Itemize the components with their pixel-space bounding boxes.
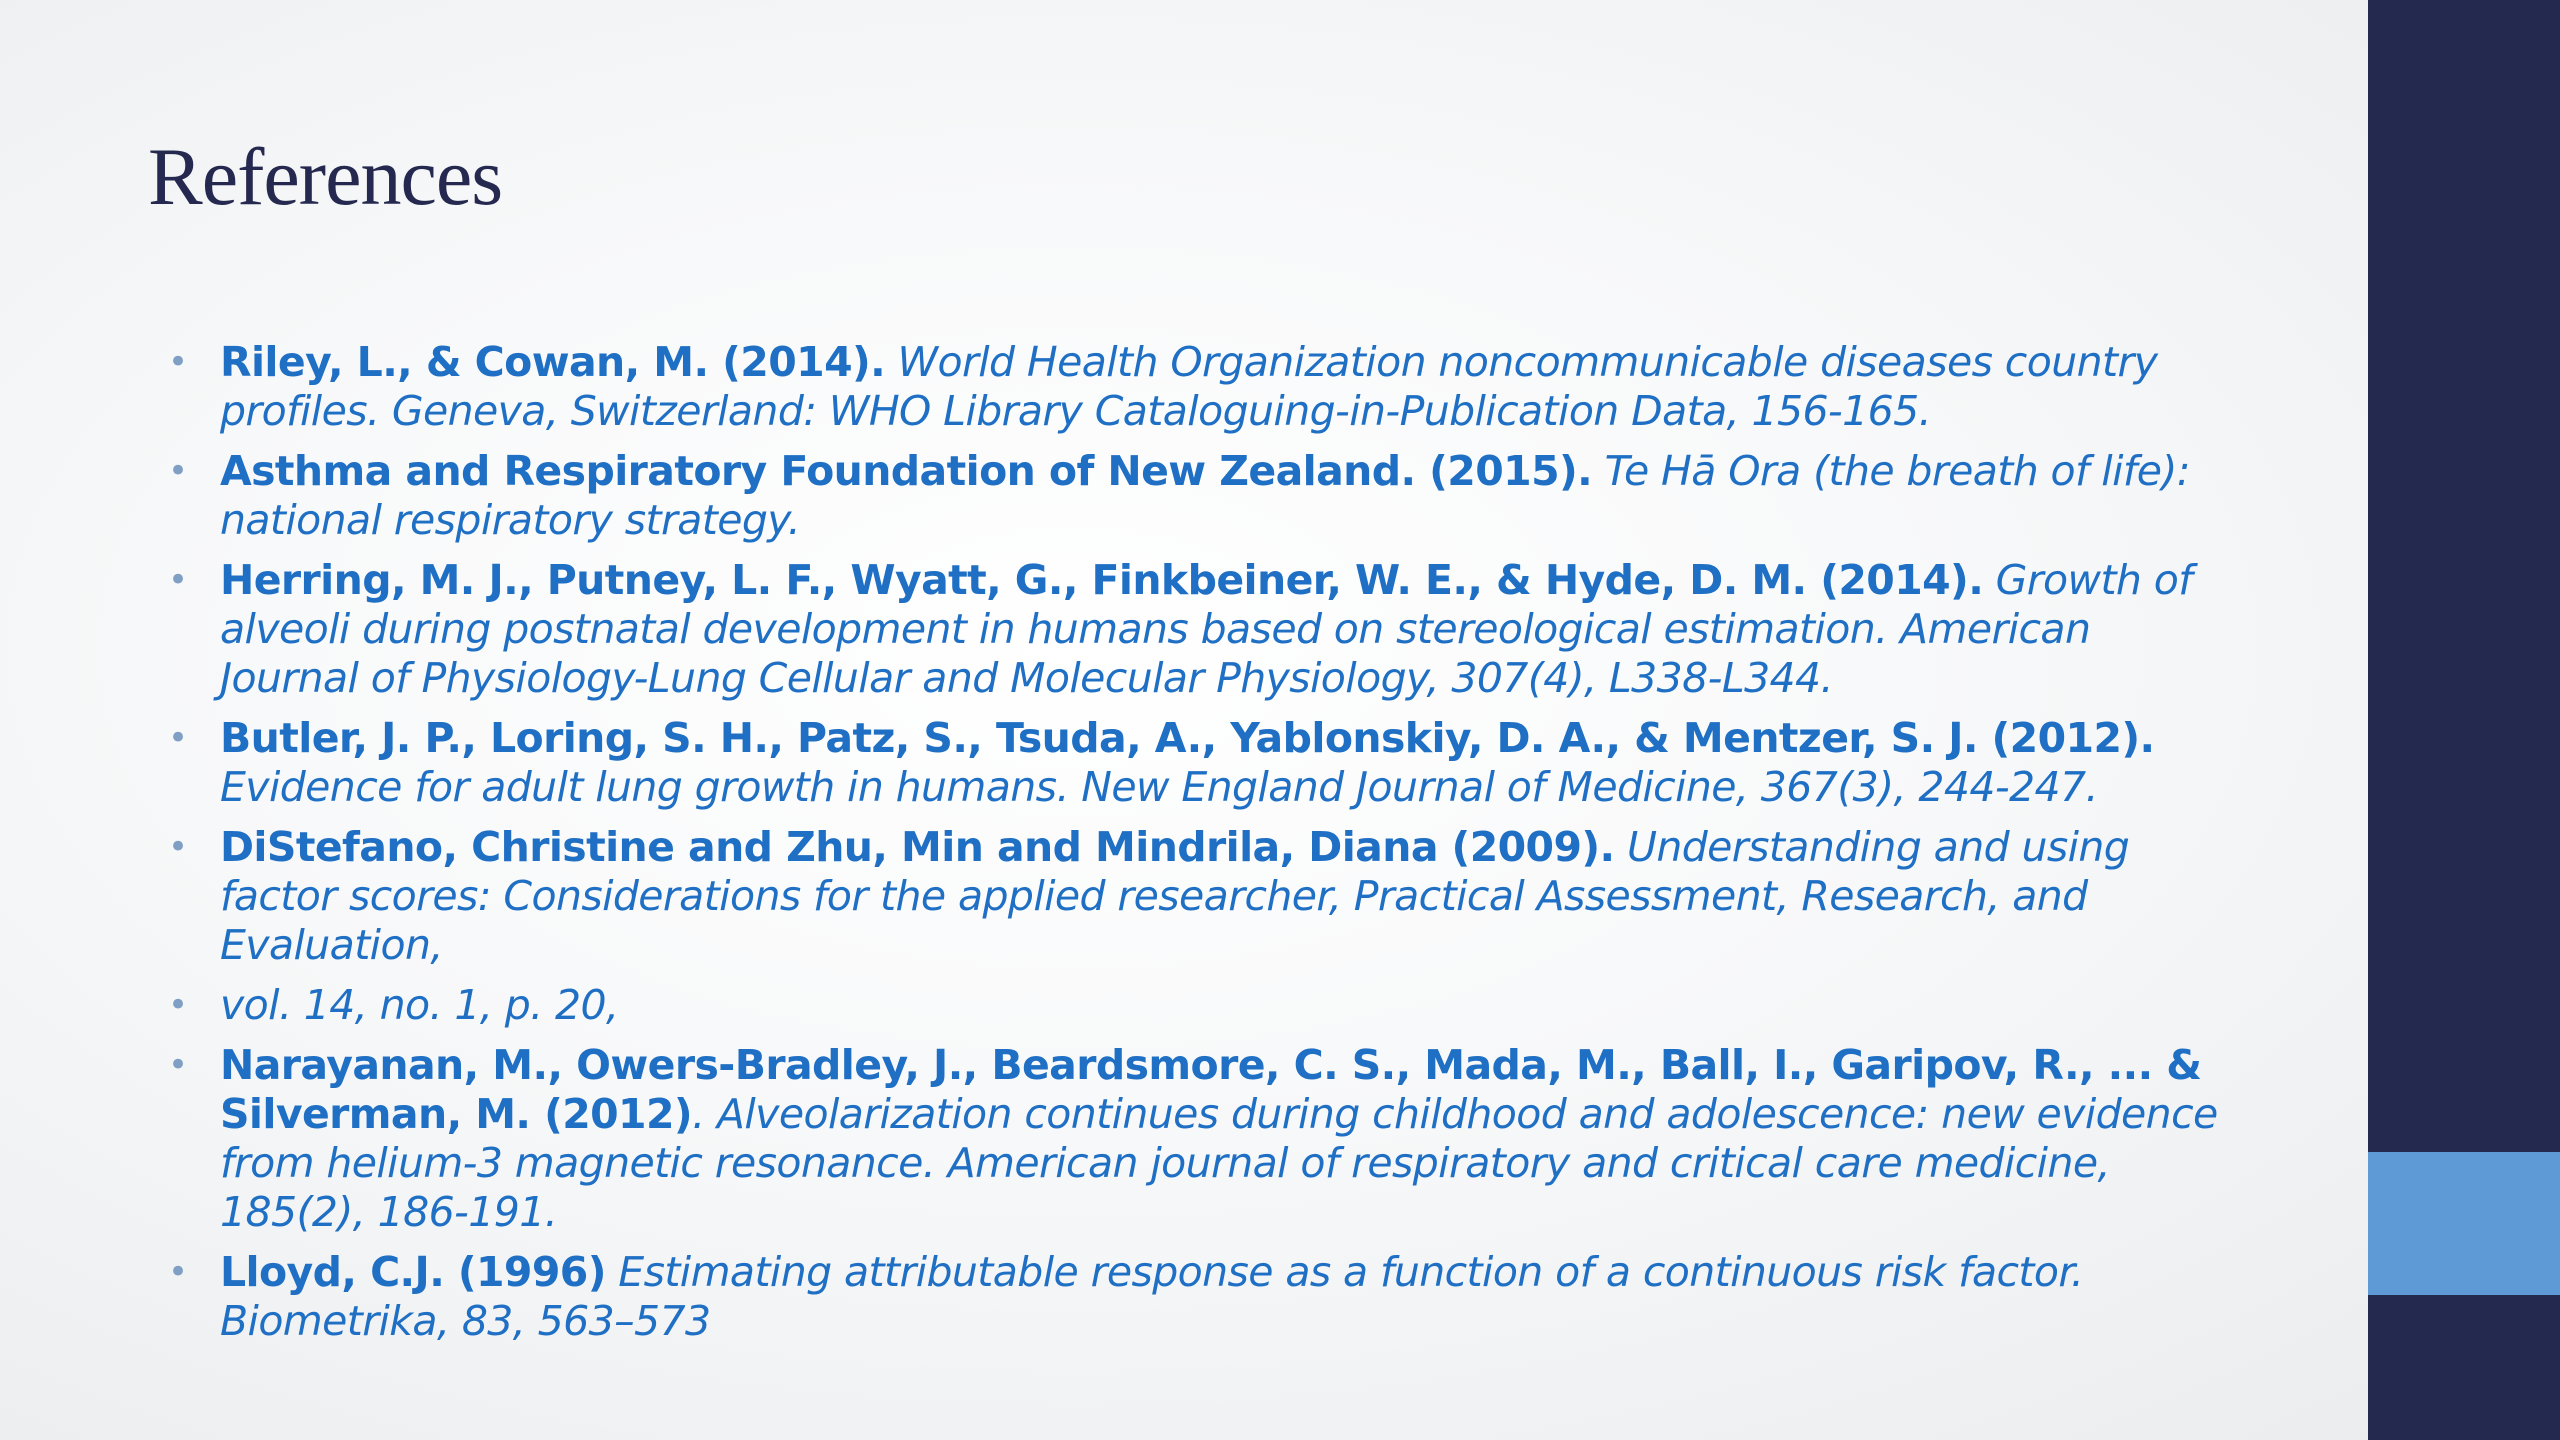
reference-item <box>168 1248 2228 1346</box>
reference-item <box>168 714 2228 812</box>
reference-item <box>168 556 2228 703</box>
reference-item <box>168 981 2228 1030</box>
reference-authors: Butler, J. P., Loring, S. H., Patz, S., Tsuda, A., Yablonskiy, D. A., & Mentzer, S. J. (2012). <box>220 714 2155 762</box>
bullet-icon: • <box>168 1045 188 1085</box>
reference-work: Evidence for adult lung growth in humans. New England Journal of Medicine, 367(3), 244-247. <box>220 763 2098 811</box>
reference-authors: Herring, M. J., Putney, L. F., Wyatt, G., Finkbeiner, W. E., & Hyde, D. M. (2014). <box>220 556 1984 604</box>
reference-item <box>168 823 2228 970</box>
decorative-sidebar <box>2368 0 2560 1440</box>
reference-authors: Asthma and Respiratory Foundation of New Zealand. (2015). <box>220 447 1593 495</box>
reference-authors: DiStefano, Christine and Zhu, Min and Mindrila, Diana (2009). <box>220 823 1615 871</box>
bullet-icon: • <box>168 560 188 600</box>
reference-work: Growth of alveoli during postnatal development in humans based on stereological estimation. American Journal of Physiology-Lung Cellular and Molecular Physiology, 307(4), L338-L344. <box>220 556 2193 702</box>
reference-work: Te Hā Ora (the breath of life): national respiratory strategy. <box>220 447 2190 544</box>
slide-title: References <box>148 131 503 222</box>
sidebar-accent-block <box>2368 1152 2560 1295</box>
bullet-icon: • <box>168 827 188 867</box>
reference-work: . Alveolarization continues during childhood and adolescence: new evidence from helium-3 magnetic resonance. American journal of respiratory and critical care medicine, 185(2), 186-191. <box>220 1090 2218 1236</box>
reference-authors: Riley, L., & Cowan, M. (2014). <box>220 338 886 386</box>
reference-list <box>168 338 2228 1357</box>
reference-work: vol. 14, no. 1, p. 20, <box>220 981 619 1029</box>
reference-item <box>168 447 2228 545</box>
bullet-icon: • <box>168 1252 188 1292</box>
reference-work: Understanding and using factor scores: Considerations for the applied researcher, Practical Assessment, Research, and Evaluation, <box>220 823 2130 969</box>
reference-item <box>168 338 2228 436</box>
reference-authors: Narayanan, M., Owers-Bradley, J., Beardsmore, C. S., Mada, M., Ball, I., Garipov, R., ... & Silverman, M. (2012) <box>220 1041 2202 1138</box>
reference-work: World Health Organization noncommunicable diseases country profiles. Geneva, Switzerland: WHO Library Cataloguing-in-Publication Data, 156-165. <box>220 338 2158 435</box>
reference-work: Estimating attributable response as a function of a continuous risk factor. Biometrika, 83, 563–573 <box>220 1248 2084 1345</box>
bullet-icon: • <box>168 985 188 1025</box>
bullet-icon: • <box>168 718 188 758</box>
bullet-icon: • <box>168 451 188 491</box>
reference-authors: Lloyd, C.J. (1996) <box>220 1248 606 1296</box>
reference-item <box>168 1041 2228 1237</box>
bullet-icon: • <box>168 342 188 382</box>
